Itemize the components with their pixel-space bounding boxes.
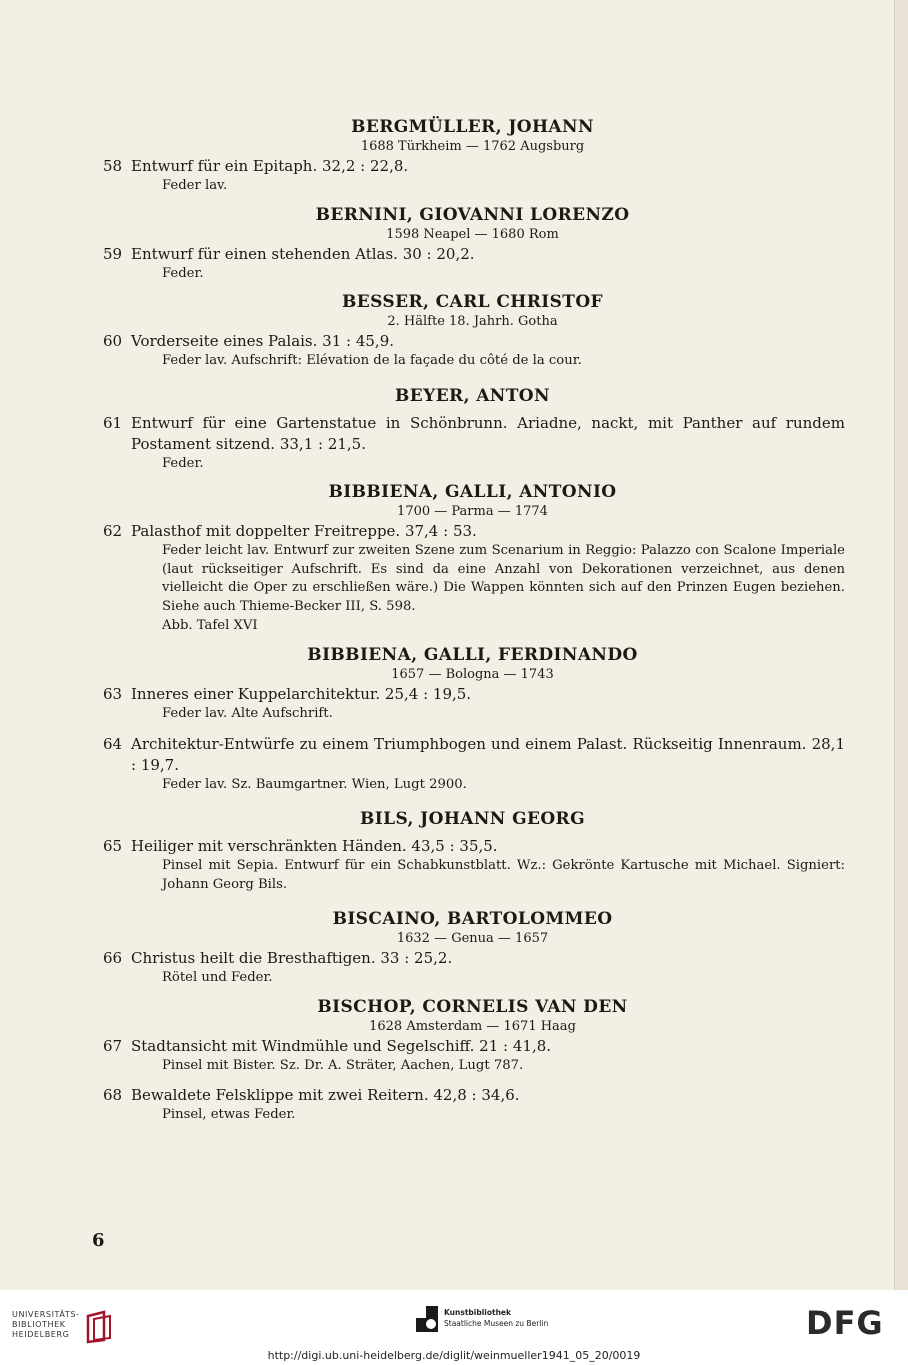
uni-emblem-icon (84, 1310, 114, 1344)
entry-number: 61 (103, 413, 123, 432)
entry-number: 60 (103, 332, 123, 350)
entry-detail: Feder. (162, 455, 204, 471)
entry-title: Architektur-Entwürfe zu einem Triumphbogen und einem Palast. Rückseitig Innenraum. 28,1 : 19,7. (131, 734, 845, 774)
artist-dates: 1632 — Genua — 1657 (396, 931, 549, 946)
footer-bar (0, 1290, 908, 1365)
artist-name: BEYER, ANTON (395, 385, 550, 406)
kunstbibliothek-title: Kunstbibliothek (444, 1308, 512, 1317)
source-url-link[interactable]: http://digi.ub.uni-heidelberg.de/diglit/weinmueller1941_05_20/0019 (267, 1349, 641, 1362)
catalog-entry (100, 684, 845, 724)
entry-number: 68 (103, 1086, 123, 1104)
kunstbibliothek-logo[interactable] (416, 1306, 576, 1336)
artist-dates: 1598 Neapel — 1680 Rom (386, 226, 559, 242)
artist-name: BERGMÜLLER, JOHANN (351, 117, 594, 137)
catalog-entry (100, 156, 845, 196)
entry-detail: Pinsel mit Sepia. Entwurf für ein Schabkunstblatt. Wz.: Gekrönte Kartusche mit Michael. Signiert: Johann Georg Bils. (162, 858, 845, 892)
artist-section (100, 996, 845, 1125)
artist-dates: 1700 — Parma — 1774 (397, 504, 548, 519)
catalog-entry (100, 521, 845, 636)
catalog-entry (100, 413, 845, 474)
entry-number: 65 (103, 837, 123, 855)
entry-number: 64 (103, 734, 123, 753)
artist-section (100, 481, 845, 636)
entry-detail: Pinsel mit Bister. Sz. Dr. A. Sträter, Aachen, Lugt 787. (162, 1057, 524, 1073)
entry-detail: Feder lav. (162, 178, 228, 193)
artist-name: BIBBIENA, GALLI, FERDINANDO (307, 645, 638, 665)
uni-logo-line: BIBLIOTHEK (12, 1320, 66, 1329)
artist-name: BIBBIENA, GALLI, ANTONIO (328, 482, 617, 502)
entry-detail: Feder. (162, 265, 204, 281)
entry-title: Palasthof mit doppelter Freitreppe. 37,4 : 53. (131, 522, 477, 540)
entry-number: 62 (103, 522, 123, 540)
artist-section (100, 908, 845, 988)
artist-name: BILS, JOHANN GEORG (359, 809, 585, 829)
entry-detail: Pinsel, etwas Feder. (162, 1107, 296, 1122)
entry-title: Entwurf für einen stehenden Atlas. 30 : 20,2. (131, 244, 475, 263)
catalog-entry (100, 836, 845, 894)
dfg-logo[interactable]: DFG (806, 1304, 884, 1342)
artist-name: BISCHOP, CORNELIS VAN DEN (317, 996, 628, 1017)
entry-detail: Feder lav. Aufschrift: Elévation de la façade du côté de la cour. (162, 353, 582, 368)
uni-logo-line: HEIDELBERG (12, 1330, 70, 1339)
artist-section (100, 385, 845, 474)
artist-dates: 2. Hälfte 18. Jahrh. Gotha (387, 314, 558, 329)
artist-section (100, 204, 845, 284)
catalog-entry (100, 948, 845, 988)
entry-detail: Rötel und Feder. (162, 970, 273, 985)
page-number: 6 (92, 1230, 105, 1251)
entry-number: 66 (103, 949, 123, 967)
artist-section (100, 644, 845, 794)
uni-logo-line: UNIVERSITÄTS- (12, 1310, 80, 1319)
entry-detail: Feder leicht lav. Entwurf zur zweiten Szene zum Scenarium in Reggio: Palazzo con Scalone Imperiale (laut rückseitiger Aufschrift. Es sind da eine Anzahl von Dekorationen verzeichnet, aus denen vielleicht die Oper zu erschließen wäre.) Die Wappen könnten sich auf den Prinzen Eugen beziehen. Siehe auch Thieme-Becker III, S. 598. (162, 543, 845, 614)
catalog-entry (100, 734, 845, 795)
catalog-entry (100, 1036, 845, 1076)
artist-section (100, 808, 845, 894)
entry-title: Bewaldete Felsklippe mit zwei Reitern. 42,8 : 34,6. (131, 1086, 520, 1104)
artist-dates: 1688 Türkheim — 1762 Augsburg (360, 139, 585, 154)
artist-name: BESSER, CARL CHRISTOF (341, 292, 604, 312)
entry-detail: Feder lav. Alte Aufschrift. (162, 706, 333, 721)
entry-title: Entwurf für ein Epitaph. 32,2 : 22,8. (131, 157, 409, 175)
artist-name: BISCAINO, BARTOLOMMEO (332, 909, 613, 929)
entry-number: 67 (103, 1036, 123, 1055)
artist-section (100, 116, 845, 196)
kunstbibliothek-emblem-icon (416, 1306, 438, 1332)
entry-number: 58 (103, 157, 123, 175)
entry-title: Inneres einer Kuppelarchitektur. 25,4 : 19,5. (131, 685, 472, 703)
artist-section (100, 291, 845, 371)
artist-name: BERNINI, GIOVANNI LORENZO (315, 204, 630, 225)
entry-title: Entwurf für eine Gartenstatue in Schönbrunn. Ariadne, nackt, mit Panther auf rundem Postament sitzend. 33,1 : 21,5. (131, 413, 845, 453)
entry-number: 63 (103, 685, 123, 703)
entry-title: Stadtansicht mit Windmühle und Segelschiff. 21 : 41,8. (131, 1036, 552, 1055)
entry-title: Vorderseite eines Palais. 31 : 45,9. (131, 332, 395, 350)
entry-number: 59 (103, 244, 123, 263)
catalog-entry (100, 244, 845, 284)
entry-title: Christus heilt die Bresthaftigen. 33 : 25,2. (131, 949, 453, 967)
artist-dates: 1657 — Bologna — 1743 (391, 667, 554, 682)
kunstbibliothek-subtitle: Staatliche Museen zu Berlin (444, 1319, 549, 1328)
uni-heidelberg-logo[interactable] (12, 1308, 132, 1348)
entry-detail: Feder lav. Sz. Baumgartner. Wien, Lugt 2900. (162, 776, 467, 792)
catalog-content (100, 108, 845, 1127)
artist-dates: 1628 Amsterdam — 1671 Haag (369, 1018, 576, 1034)
catalog-entry (100, 1085, 845, 1125)
entry-title: Heiliger mit verschränkten Händen. 43,5 : 35,5. (131, 837, 498, 855)
entry-illustration-ref: Abb. Tafel XVI (162, 618, 258, 633)
catalog-entry (100, 331, 845, 371)
